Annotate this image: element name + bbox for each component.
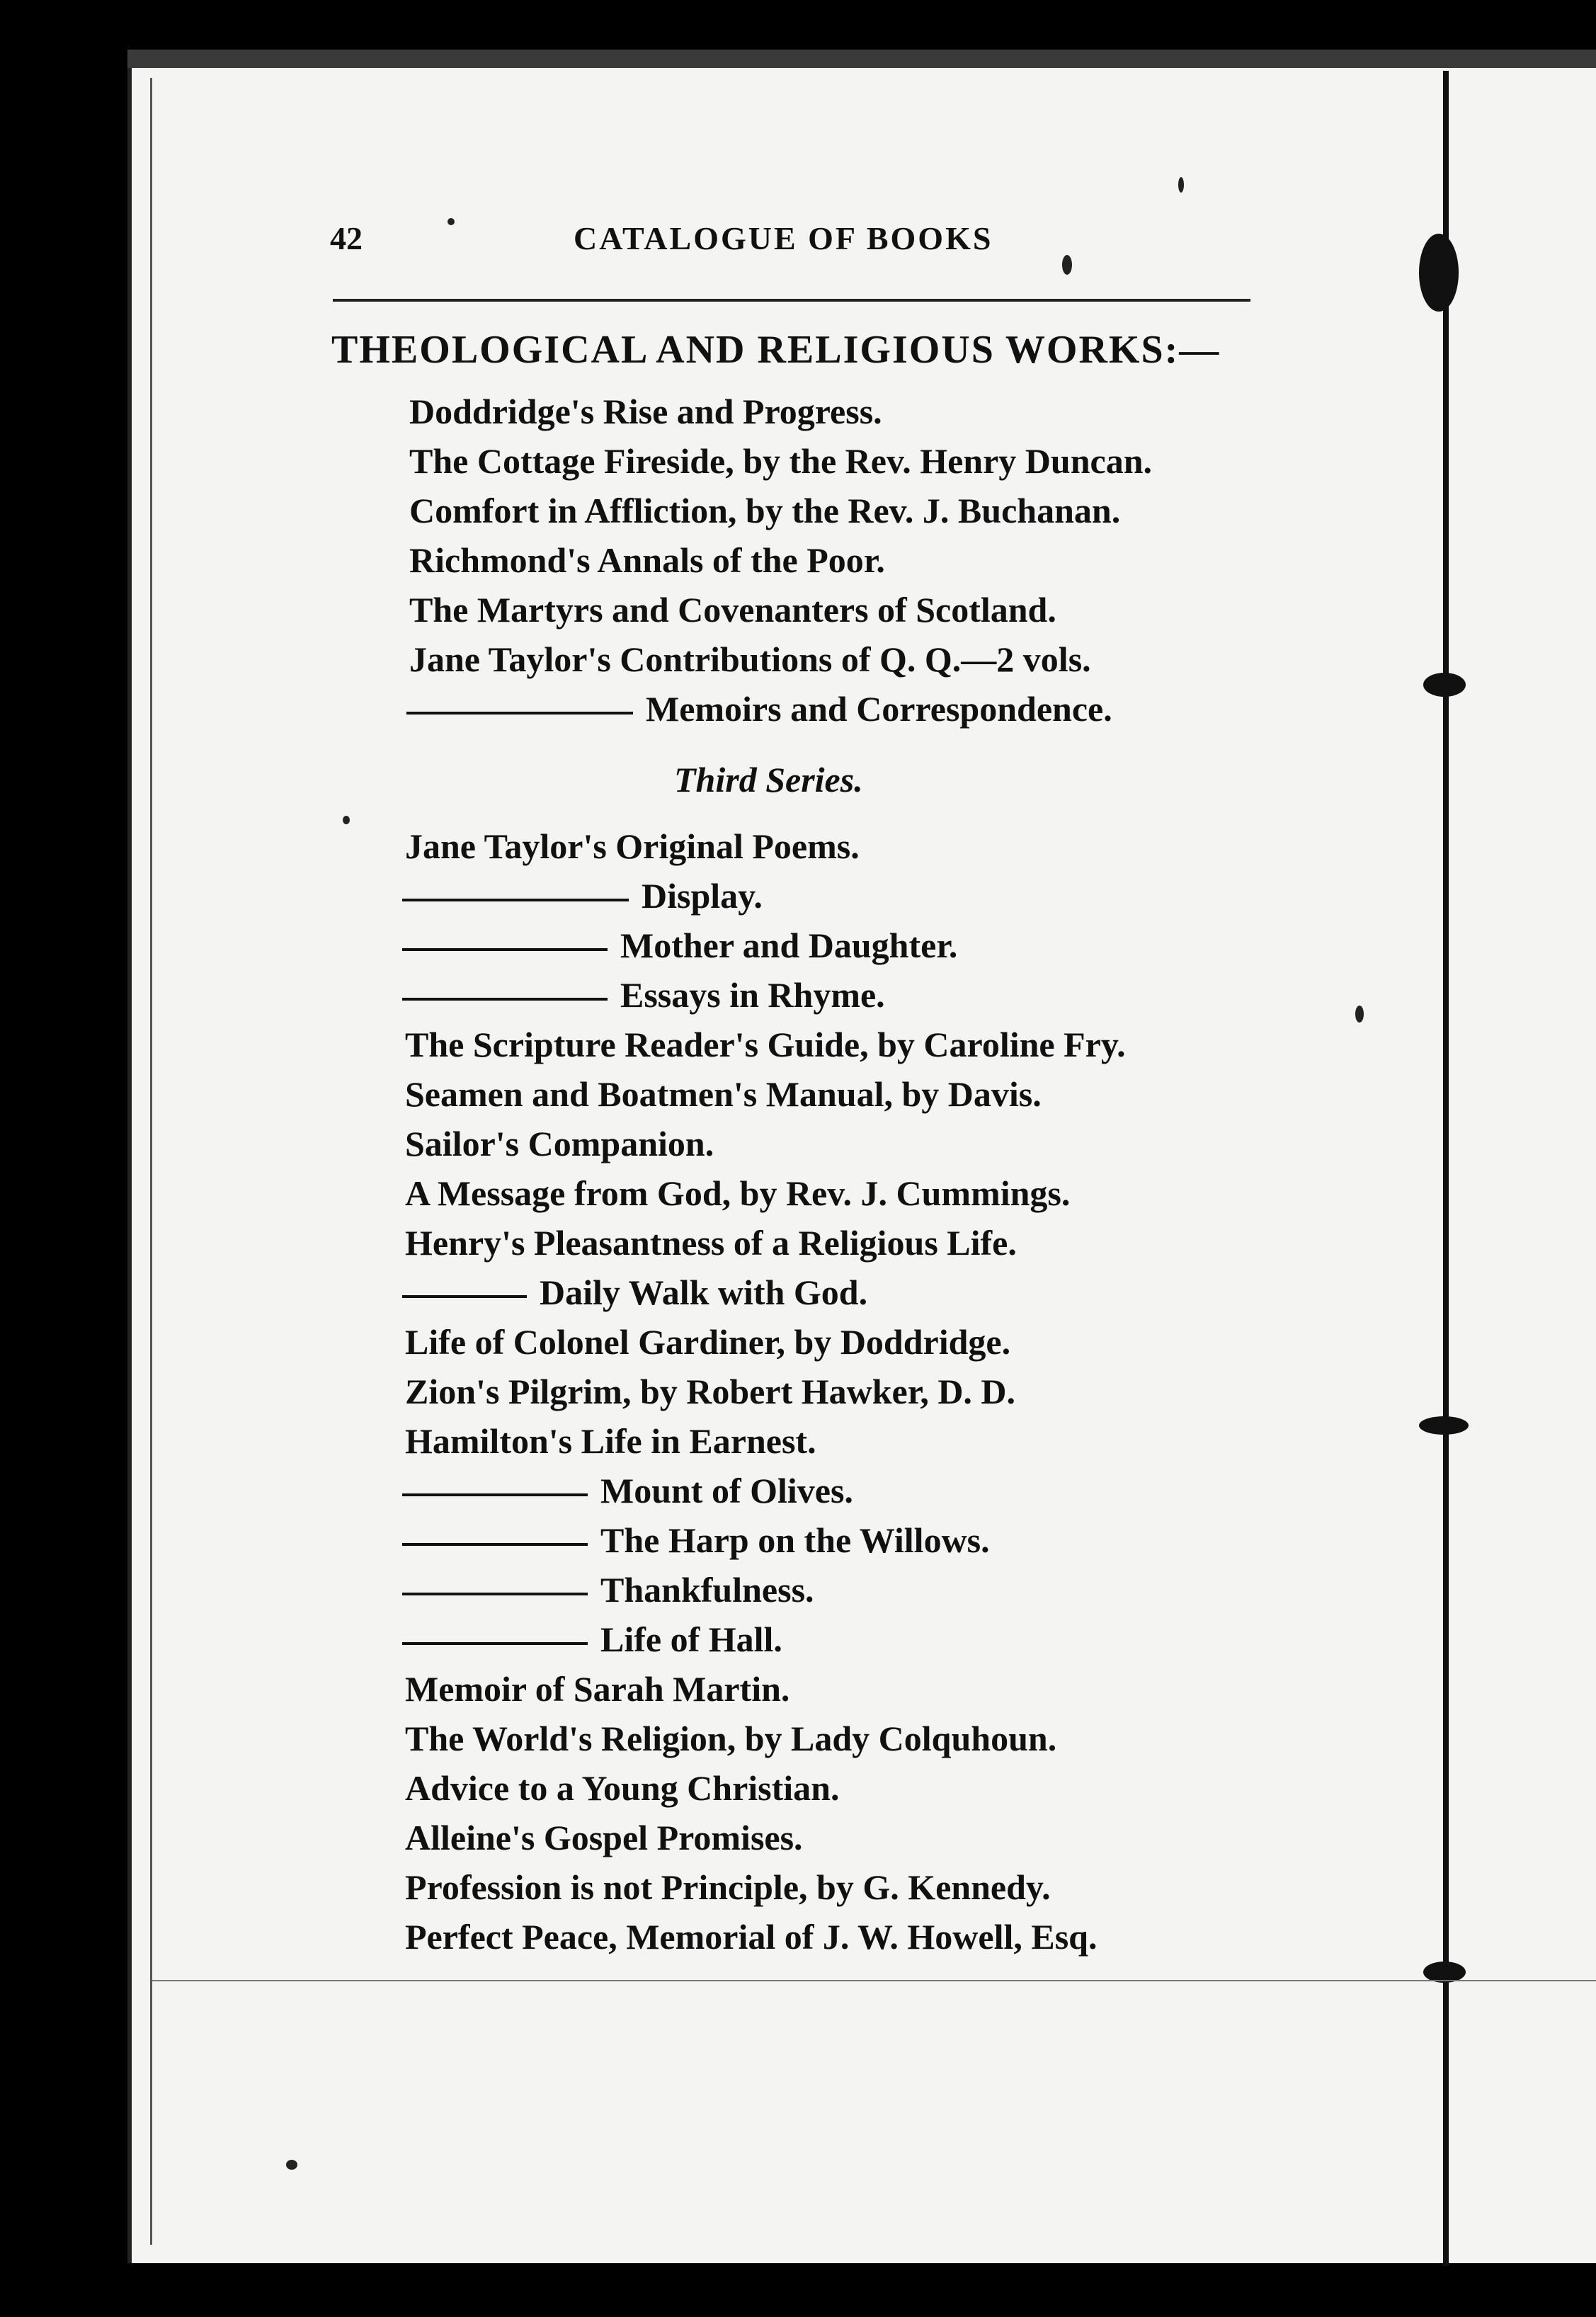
catalogue-entry bbox=[405, 1917, 1098, 1957]
catalogue-entry bbox=[405, 826, 860, 866]
entry-title: Perfect Peace, Memorial of J. W. Howell, Esq. bbox=[405, 1917, 1098, 1957]
entry-title: Profession is not Principle, by G. Kennedy. bbox=[405, 1867, 1051, 1907]
catalogue-entry bbox=[406, 691, 1112, 727]
catalogue-entry bbox=[405, 1175, 1070, 1211]
catalogue-entry bbox=[409, 493, 1120, 528]
entry-title: Memoirs and Correspondence. bbox=[646, 689, 1112, 729]
page-border-rule bbox=[150, 78, 152, 2245]
catalogue-entry bbox=[402, 1473, 853, 1508]
entry-title: Doddridge's Rise and Progress. bbox=[409, 392, 882, 431]
catalogue-entry bbox=[405, 1721, 1056, 1756]
entry-title: Seamen and Boatmen's Manual, by Davis. bbox=[405, 1074, 1042, 1114]
scan-speck bbox=[1178, 177, 1184, 193]
ditto-dash bbox=[402, 948, 608, 951]
gutter-ink-blot bbox=[1423, 673, 1466, 697]
gutter-ink-blot bbox=[1419, 1416, 1469, 1435]
scan-speck bbox=[343, 816, 350, 824]
catalogue-entry bbox=[402, 1522, 990, 1558]
entry-title: Jane Taylor's Original Poems. bbox=[405, 826, 860, 866]
entry-title: Thankfulness. bbox=[600, 1570, 814, 1610]
entry-title: The Cottage Fireside, by the Rev. Henry Duncan. bbox=[409, 441, 1153, 481]
entry-title: Life of Hall. bbox=[600, 1619, 782, 1659]
entry-title: A Message from God, by Rev. J. Cummings. bbox=[405, 1173, 1071, 1213]
entry-title: Essays in Rhyme. bbox=[620, 975, 885, 1015]
entry-title: The Harp on the Willows. bbox=[600, 1520, 990, 1560]
catalogue-entry bbox=[405, 1324, 1010, 1360]
header-rule bbox=[333, 299, 1250, 302]
catalogue-entry bbox=[405, 1374, 1015, 1409]
catalogue-entry bbox=[402, 928, 957, 963]
entry-title: Sailor's Companion. bbox=[405, 1124, 714, 1163]
entry-title: Hamilton's Life in Earnest. bbox=[405, 1421, 816, 1461]
scan-speck bbox=[448, 218, 455, 225]
entry-title: Life of Colonel Gardiner, by Doddridge. bbox=[405, 1322, 1011, 1362]
entry-title: Zion's Pilgrim, by Robert Hawker, D. D. bbox=[405, 1372, 1016, 1411]
binding-gutter-line bbox=[1443, 71, 1449, 2266]
entry-title: Richmond's Annals of the Poor. bbox=[409, 540, 885, 580]
entry-title: Henry's Pleasantness of a Religious Life. bbox=[405, 1223, 1017, 1263]
entry-title: Daily Walk with God. bbox=[540, 1273, 868, 1312]
entry-title: Advice to a Young Christian. bbox=[405, 1768, 840, 1808]
ditto-dash bbox=[402, 1295, 527, 1298]
entry-title: Jane Taylor's Contributions of Q. Q.—2 vols. bbox=[409, 639, 1091, 679]
entry-title: Mother and Daughter. bbox=[620, 926, 958, 965]
catalogue-entry bbox=[409, 542, 885, 578]
page-header bbox=[330, 220, 1250, 269]
ditto-dash bbox=[402, 998, 608, 1001]
entry-title: Mount of Olives. bbox=[600, 1471, 853, 1510]
section-heading: THEOLOGICAL AND RELIGIOUS WORKS:— bbox=[331, 328, 1221, 372]
entry-title: Alleine's Gospel Promises. bbox=[405, 1818, 803, 1857]
entry-title: The Martyrs and Covenanters of Scotland. bbox=[409, 590, 1056, 630]
catalogue-entry bbox=[405, 1423, 816, 1459]
ditto-dash bbox=[402, 1493, 588, 1496]
scan-speck bbox=[1355, 1006, 1364, 1023]
entry-title: The Scripture Reader's Guide, by Caroline Fry. bbox=[405, 1025, 1126, 1064]
catalogue-entry bbox=[405, 1770, 839, 1806]
running-title: CATALOGUE OF BOOKS bbox=[574, 220, 993, 256]
page-bottom-rule bbox=[152, 1980, 1596, 1981]
catalogue-entry bbox=[405, 1027, 1126, 1062]
ditto-dash bbox=[402, 1543, 588, 1546]
scan-speck bbox=[1062, 255, 1072, 275]
gutter-ink-blot bbox=[1419, 234, 1459, 312]
catalogue-entry bbox=[405, 1820, 803, 1855]
entry-title: Memoir of Sarah Martin. bbox=[405, 1669, 790, 1709]
ditto-dash bbox=[406, 712, 633, 715]
catalogue-entry bbox=[409, 394, 882, 429]
catalogue-entry bbox=[405, 1223, 1017, 1263]
ditto-dash bbox=[402, 899, 629, 901]
series-subheading: Third Series. bbox=[674, 760, 863, 799]
catalogue-entry bbox=[405, 1671, 790, 1707]
scan-speck bbox=[286, 2160, 297, 2170]
catalogue-entry bbox=[409, 639, 1091, 679]
catalogue-entry bbox=[409, 443, 1152, 479]
page-number: 42 bbox=[330, 220, 363, 256]
catalogue-entry bbox=[402, 1570, 814, 1610]
catalogue-entry bbox=[402, 876, 763, 916]
catalogue-entry bbox=[402, 977, 885, 1013]
ditto-dash bbox=[402, 1593, 588, 1595]
catalogue-entry bbox=[405, 1869, 1051, 1905]
catalogue-entry bbox=[405, 1126, 714, 1161]
catalogue-entry bbox=[405, 1076, 1042, 1112]
catalogue-entry bbox=[402, 1619, 782, 1659]
entry-title: Comfort in Affliction, by the Rev. J. Buchanan. bbox=[409, 491, 1121, 530]
catalogue-entry bbox=[402, 1275, 867, 1310]
entry-title: The World's Religion, by Lady Colquhoun. bbox=[405, 1719, 1057, 1758]
catalogue-entry bbox=[409, 590, 1056, 630]
ditto-dash bbox=[402, 1642, 588, 1645]
entry-title: Display. bbox=[642, 876, 763, 916]
